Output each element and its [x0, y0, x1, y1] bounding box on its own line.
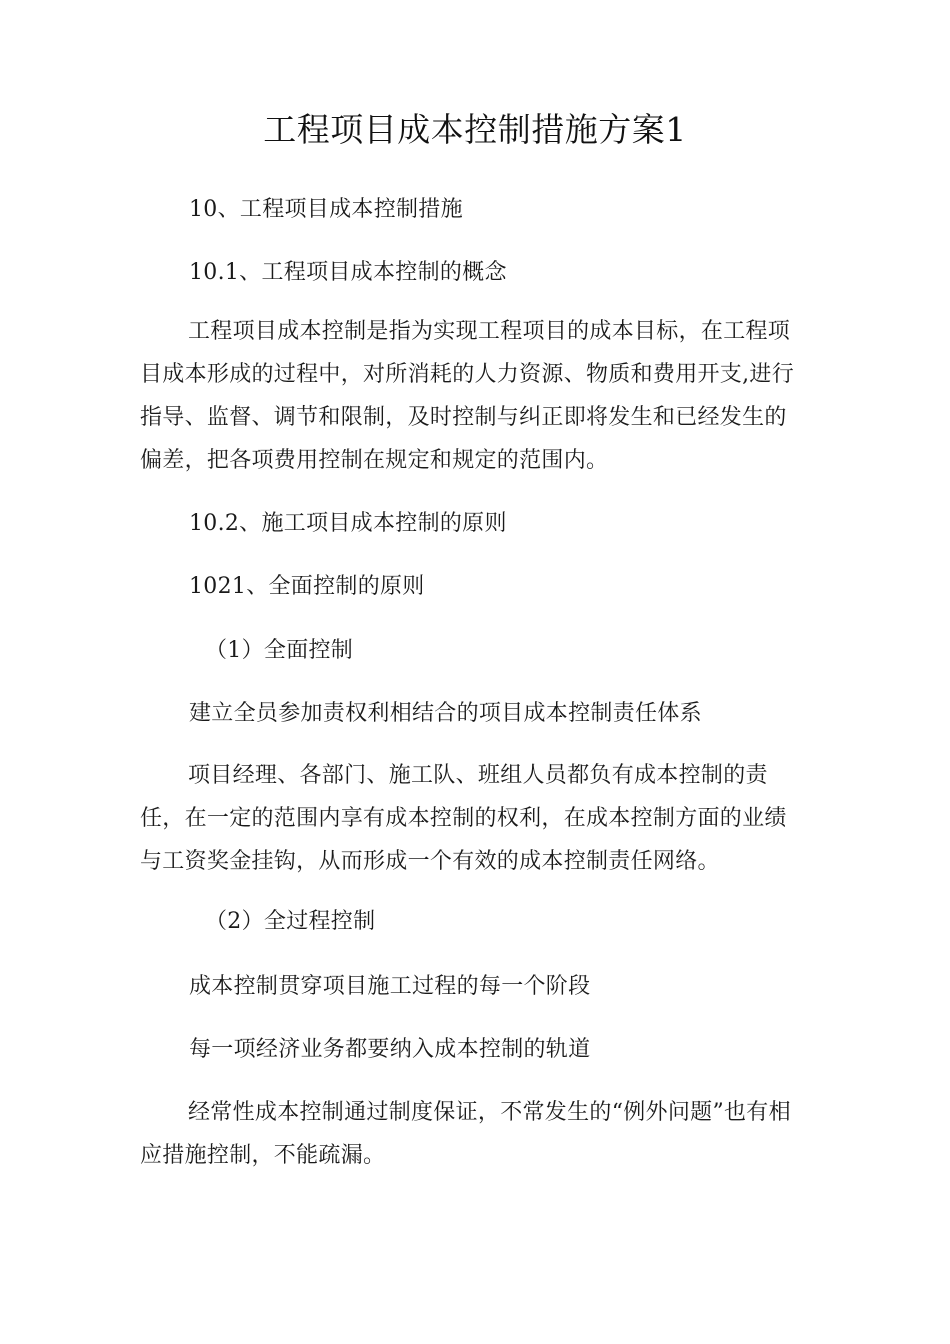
paragraph-every-stage: 成本控制贯穿项目施工过程的每一个阶段 — [189, 974, 591, 999]
section-heading-1021: 1021、全面控制的原则 — [189, 574, 425, 599]
list-item-full-control: （1）全面控制 — [205, 638, 354, 663]
section-heading-10: 10、工程项目成本控制措施 — [189, 197, 463, 222]
paragraph-responsibility-system: 建立全员参加责权利相结合的项目成本控制责任体系 — [189, 701, 702, 726]
paragraph-concept: 工程项目成本控制是指为实现工程项目的成本目标，在工程项目成本形成的过程中，对所消耗的人力资源、物质和费用开支,进行指导、监督、调节和限制，及时控制与纠正即将发生和已经发生的偏差，把各项费用控制在规定和规定的范围内。 — [140, 319, 794, 473]
paragraph-exceptions: 经常性成本控制通过制度保证，不常发生的“例外问题”也有相应措施控制，不能疏漏。 — [140, 1100, 791, 1168]
document-title: 工程项目成本控制措施方案1 — [263, 110, 687, 149]
list-item-full-process-control: （2）全过程控制 — [205, 909, 376, 934]
paragraph-every-business: 每一项经济业务都要纳入成本控制的轨道 — [189, 1037, 591, 1062]
section-heading-10-1: 10.1、工程项目成本控制的概念 — [189, 260, 507, 285]
section-heading-10-2: 10.2、施工项目成本控制的原则 — [189, 511, 507, 536]
paragraph-responsibility-network: 项目经理、各部门、施工队、班组人员都负有成本控制的责任，在一定的范围内享有成本控制的权利，在成本控制方面的业绩与工资奖金挂钩，从而形成一个有效的成本控制责任网络。 — [140, 763, 787, 874]
